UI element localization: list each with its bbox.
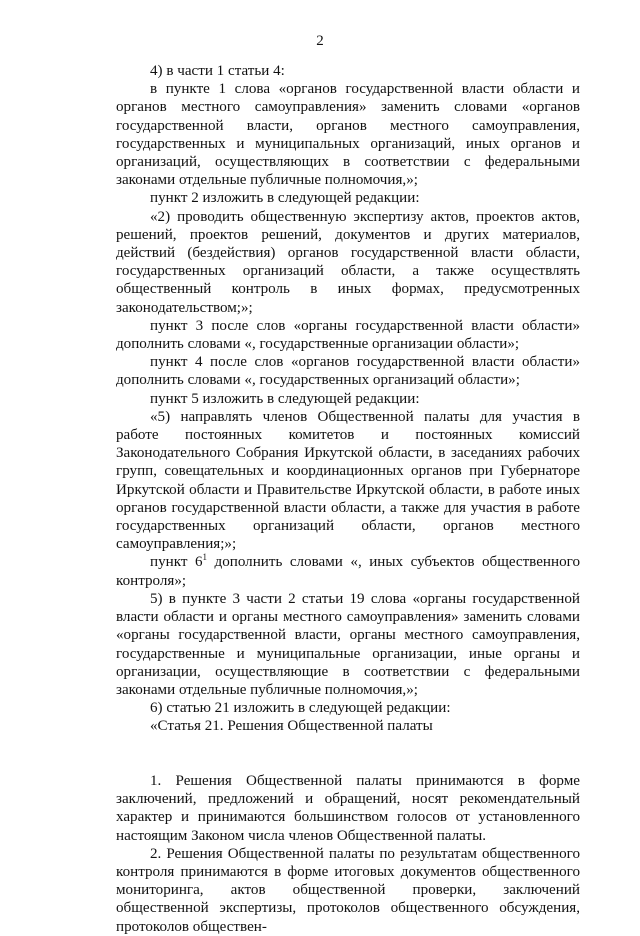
paragraph: пункт 5 изложить в следующей редакции: [150, 390, 420, 407]
paragraph-text: дополнить словами «, иных субъектов общественного контроля»; [116, 554, 580, 589]
document-body [116, 62, 580, 936]
article-heading: «Статья 21. Решения Общественной палаты [150, 718, 433, 735]
paragraph: в пункте 1 слова «органов государственной власти области и органов местного самоуправления» заменить словами «органов государственной власти, органов местного самоуправления, государственных и муниципальных организаций, иных органов и организаций, осуществляющих в соответствии с федеральными законами отдельные публичные полномочия,»; [116, 81, 580, 189]
paragraph: «5) направлять членов Общественной палаты для участия в работе постоянных комитетов и постоянных комиссий Законодательного Собрания Иркутской области, в заседаниях рабочих групп, совещательных и координационных органов при Губернаторе Иркутской области и Правительстве Иркутской области, в работе иных органов государственной власти области, а также для участия в работе государственных организаций области, органов местного самоуправления;»; [116, 408, 580, 553]
page-number: 2 [316, 33, 324, 49]
superscript: 1 [202, 552, 207, 563]
blank-line [116, 754, 580, 772]
paragraph: пункт 4 после слов «органов государственной власти области» дополнить словами «, государственных организаций области»; [116, 354, 580, 389]
paragraph: 6) статью 21 изложить в следующей редакции: [150, 700, 451, 717]
paragraph-text: пункт 6 [150, 554, 203, 571]
paragraph: пункт 2 изложить в следующей редакции: [150, 190, 420, 207]
paragraph: 4) в части 1 статьи 4: [150, 63, 285, 79]
paragraph-with-superscript [116, 553, 580, 589]
blank-line [116, 736, 580, 754]
paragraph: 5) в пункте 3 части 2 статьи 19 слова «органы государственной власти области и органы местного самоуправления» заменить словами «органы государственной власти, органы местного самоуправления, государственные и муниципальные организации, иные органы и организации, осуществляющие в соответствии с федеральными законами отдельные публичные полномочия,»; [116, 590, 580, 698]
paragraph: 1. Решения Общественной палаты принимаются в форме заключений, предложений и обращений, носят рекомендательный характер и принимаются большинством голосов от установленного настоящим Законом числа членов Общественной палаты. [116, 772, 580, 844]
paragraph: пункт 3 после слов «органы государственной власти области» дополнить словами «, государственные организации области»; [116, 317, 580, 353]
paragraph: «2) проводить общественную экспертизу актов, проектов актов, решений, проектов решений, документов и других материалов, действий (бездействия) органов государственной власти области, государственных организаций области, а также осуществлять общественный контроль в иных формах, предусмотренных законодательством;»; [116, 208, 580, 316]
paragraph: 2. Решения Общественной палаты по результатам общественного контроля принимаются в форме итоговых документов общественного мониторинга, актов общественной проверки, заключений общественной экспертизы, протоколов общественного обсуждения, протоколов обществен- [116, 845, 580, 935]
